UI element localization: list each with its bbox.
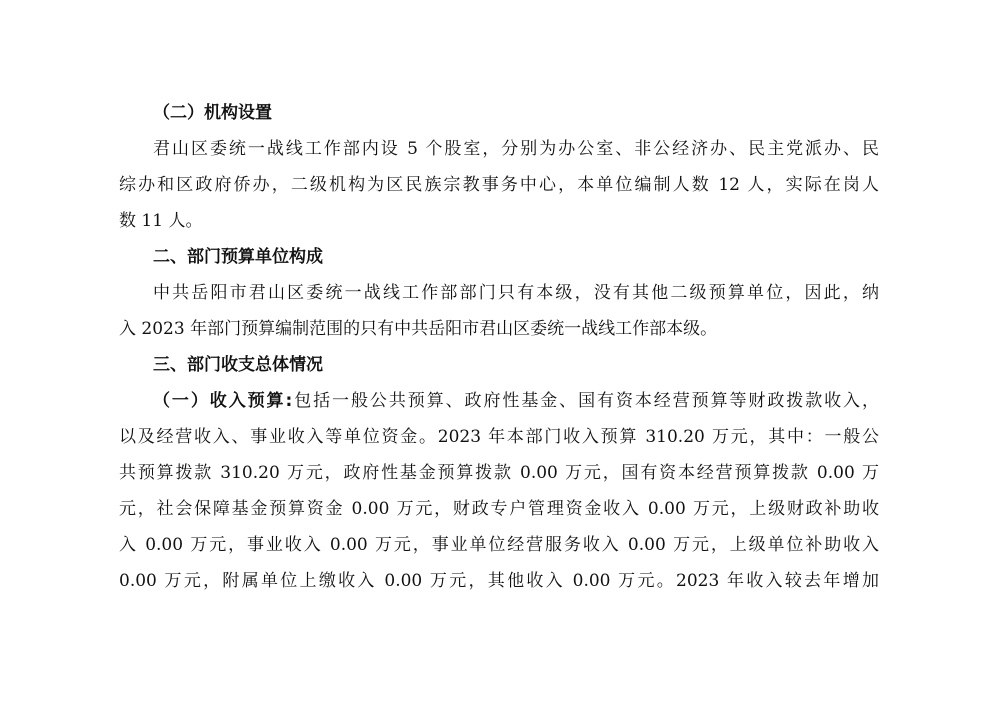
paragraph-line: 数 11 人。 (119, 211, 203, 231)
paragraph-line: 入 2023 年部门预算编制范围的只有中共岳阳市君山区委统一战线工作部本级。 (119, 319, 718, 339)
document-body (119, 95, 879, 599)
heading-budget-units: 二、部门预算单位构成 (153, 247, 323, 267)
paragraph-line: 元，社会保障基金预算资金 0.00 万元，财政专户管理资金收入 0.00 万元，上级财政补助收 (119, 499, 879, 519)
paragraph-line: 君山区委统一战线工作部内设 5 个股室，分别为办公室、非公经济办、民主党派办、民 (153, 139, 879, 159)
paragraph-line: 共预算拨款 310.20 万元，政府性基金预算拨款 0.00 万元，国有资本经营预算拨款 0.00 万 (119, 463, 879, 483)
paragraph-line: 入 0.00 万元，事业收入 0.00 万元，事业单位经营服务收入 0.00 万元，上级单位补助收入 (119, 535, 879, 555)
paragraph-line: 中共岳阳市君山区委统一战线工作部部门只有本级，没有其他二级预算单位，因此，纳 (153, 283, 879, 303)
paragraph-line: 0.00 万元，附属单位上缴收入 0.00 万元，其他收入 0.00 万元。2023 年收入较去年增加 (119, 571, 879, 591)
heading-income-expenditure: 三、部门收支总体情况 (153, 355, 323, 375)
paragraph-line: 综办和区政府侨办，二级机构为区民族宗教事务中心，本单位编制人数 12 人，实际在岗人 (119, 175, 879, 195)
paragraph-line: 以及经营收入、事业收入等单位资金。2023 年本部门收入预算 310.20 万元，其中：一般公 (119, 427, 879, 447)
paragraph-line-income-first (119, 383, 879, 419)
heading-organization-setup: （二）机构设置 (153, 103, 272, 123)
income-budget-text: 包括一般公共预算、政府性基金、国有资本经营预算等财政拨款收入， (292, 391, 879, 411)
income-budget-label: （一）收入预算: (153, 391, 293, 411)
